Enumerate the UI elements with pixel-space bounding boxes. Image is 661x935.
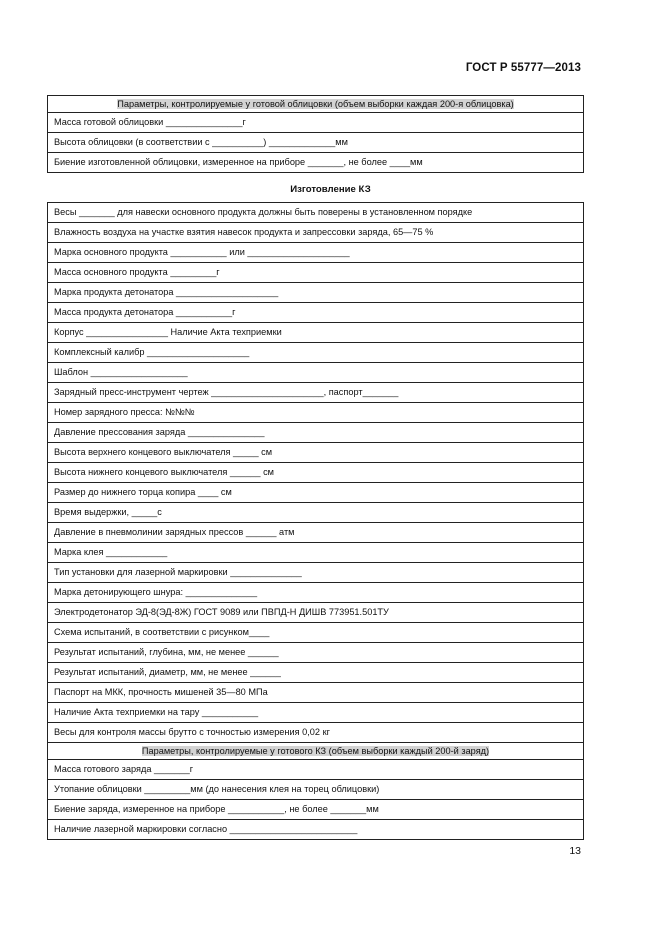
table-row xyxy=(48,203,584,223)
finished-liner-parameters-table xyxy=(47,95,584,173)
document-code: ГОСТ Р 55777—2013 xyxy=(465,62,581,74)
form-field-row[interactable]: Шаблон ___________________ xyxy=(48,363,584,383)
form-field-row[interactable]: Высота нижнего концевого выключателя ______ см xyxy=(48,463,584,483)
form-field-row[interactable]: Электродетонатор ЭД-8(ЭД-8Ж) ГОСТ 9089 или ПВПД-Н ДИШВ 773951.501ТУ xyxy=(48,603,584,623)
table-row xyxy=(48,323,584,343)
form-field-row[interactable]: Давление в пневмолинии зарядных прессов ______ атм xyxy=(48,523,584,543)
table-row xyxy=(48,343,584,363)
table-row xyxy=(48,403,584,423)
table-row xyxy=(48,800,584,820)
form-field-row[interactable]: Схема испытаний, в соответствии с рисунком____ xyxy=(48,623,584,643)
form-field-row[interactable]: Масса готовой облицовки _______________г xyxy=(48,113,584,133)
table-row xyxy=(48,723,584,743)
table-header-row xyxy=(48,743,584,760)
charge-manufacturing-table xyxy=(47,202,584,840)
form-field-row[interactable]: Наличие лазерной маркировки согласно _________________________ xyxy=(48,820,584,840)
form-field-row[interactable]: Масса продукта детонатора ___________г xyxy=(48,303,584,323)
form-field-row[interactable]: Корпус ________________ Наличие Акта техприемки xyxy=(48,323,584,343)
table-header-row xyxy=(48,96,584,113)
table-row xyxy=(48,303,584,323)
table-row xyxy=(48,153,584,173)
table-row xyxy=(48,283,584,303)
table-row xyxy=(48,603,584,623)
table-row xyxy=(48,683,584,703)
table-row xyxy=(48,623,584,643)
table-row xyxy=(48,443,584,463)
table-row xyxy=(48,223,584,243)
table-row xyxy=(48,760,584,780)
table-row xyxy=(48,663,584,683)
form-field-row[interactable]: Влажность воздуха на участке взятия навесок продукта и запрессовки заряда, 65—75 % xyxy=(48,223,584,243)
table-row xyxy=(48,583,584,603)
form-field-row[interactable]: Весы для контроля массы брутто с точностью измерения 0,02 кг xyxy=(48,723,584,743)
form-field-row[interactable]: Марка клея ____________ xyxy=(48,543,584,563)
form-field-row[interactable]: Масса основного продукта _________г xyxy=(48,263,584,283)
table-row xyxy=(48,483,584,503)
table-row xyxy=(48,263,584,283)
form-field-row[interactable]: Результат испытаний, глубина, мм, не менее ______ xyxy=(48,643,584,663)
form-field-row[interactable]: Марка детонирующего шнура: ______________ xyxy=(48,583,584,603)
form-field-row[interactable]: Результат испытаний, диаметр, мм, не менее ______ xyxy=(48,663,584,683)
form-field-row[interactable]: Высота облицовки (в соответствии с __________) _____________мм xyxy=(48,133,584,153)
table-row xyxy=(48,243,584,263)
table-row xyxy=(48,463,584,483)
table-row xyxy=(48,133,584,153)
form-field-row[interactable]: Комплексный калибр ____________________ xyxy=(48,343,584,363)
table-row xyxy=(48,523,584,543)
form-field-row[interactable]: Марка основного продукта ___________ или ____________________ xyxy=(48,243,584,263)
table-header-cell xyxy=(48,96,584,113)
table-row xyxy=(48,820,584,840)
form-field-row[interactable]: Наличие Акта техприемки на тару ___________ xyxy=(48,703,584,723)
table-row xyxy=(48,113,584,133)
form-field-row[interactable]: Высота верхнего концевого выключателя _____ см xyxy=(48,443,584,463)
section-title: Изготовление КЗ xyxy=(290,184,371,195)
form-field-row[interactable]: Биение заряда, измеренное на приборе ___________, не более _______мм xyxy=(48,800,584,820)
table-row xyxy=(48,423,584,443)
form-field-row[interactable]: Паспорт на МКК, прочность мишеней 35—80 МПа xyxy=(48,683,584,703)
form-field-row[interactable]: Тип установки для лазерной маркировки ______________ xyxy=(48,563,584,583)
form-field-row[interactable]: Марка продукта детонатора ____________________ xyxy=(48,283,584,303)
table-row xyxy=(48,503,584,523)
form-field-row[interactable]: Весы _______ для навески основного продукта должны быть поверены в установленном порядке xyxy=(48,203,584,223)
table-row xyxy=(48,363,584,383)
table-row xyxy=(48,383,584,403)
table-row xyxy=(48,703,584,723)
form-field-row[interactable]: Время выдержки, _____с xyxy=(48,503,584,523)
form-field-row[interactable]: Номер зарядного пресса: №№№ xyxy=(48,403,584,423)
table-row xyxy=(48,780,584,800)
form-field-row[interactable]: Давление прессования заряда _______________ xyxy=(48,423,584,443)
table-row xyxy=(48,543,584,563)
form-field-row[interactable]: Утопание облицовки _________мм (до нанесения клея на торец облицовки) xyxy=(48,780,584,800)
header-text: Параметры, контролируемые у готового КЗ (объем выборки каждый 200-й заряд) xyxy=(141,746,490,756)
form-field-row[interactable]: Размер до нижнего торца копира ____ см xyxy=(48,483,584,503)
page-number: 13 xyxy=(569,845,581,857)
header-text: Параметры, контролируемые у готовой облицовки (объем выборки каждая 200-я облицовка) xyxy=(117,99,514,109)
form-field-row[interactable]: Масса готового заряда _______г xyxy=(48,760,584,780)
table-row xyxy=(48,563,584,583)
table-row xyxy=(48,643,584,663)
form-field-row[interactable]: Зарядный пресс-инструмент чертеж ______________________, паспорт_______ xyxy=(48,383,584,403)
table-header-cell xyxy=(48,743,584,760)
form-field-row[interactable]: Биение изготовленной облицовки, измеренное на приборе _______, не более ____мм xyxy=(48,153,584,173)
